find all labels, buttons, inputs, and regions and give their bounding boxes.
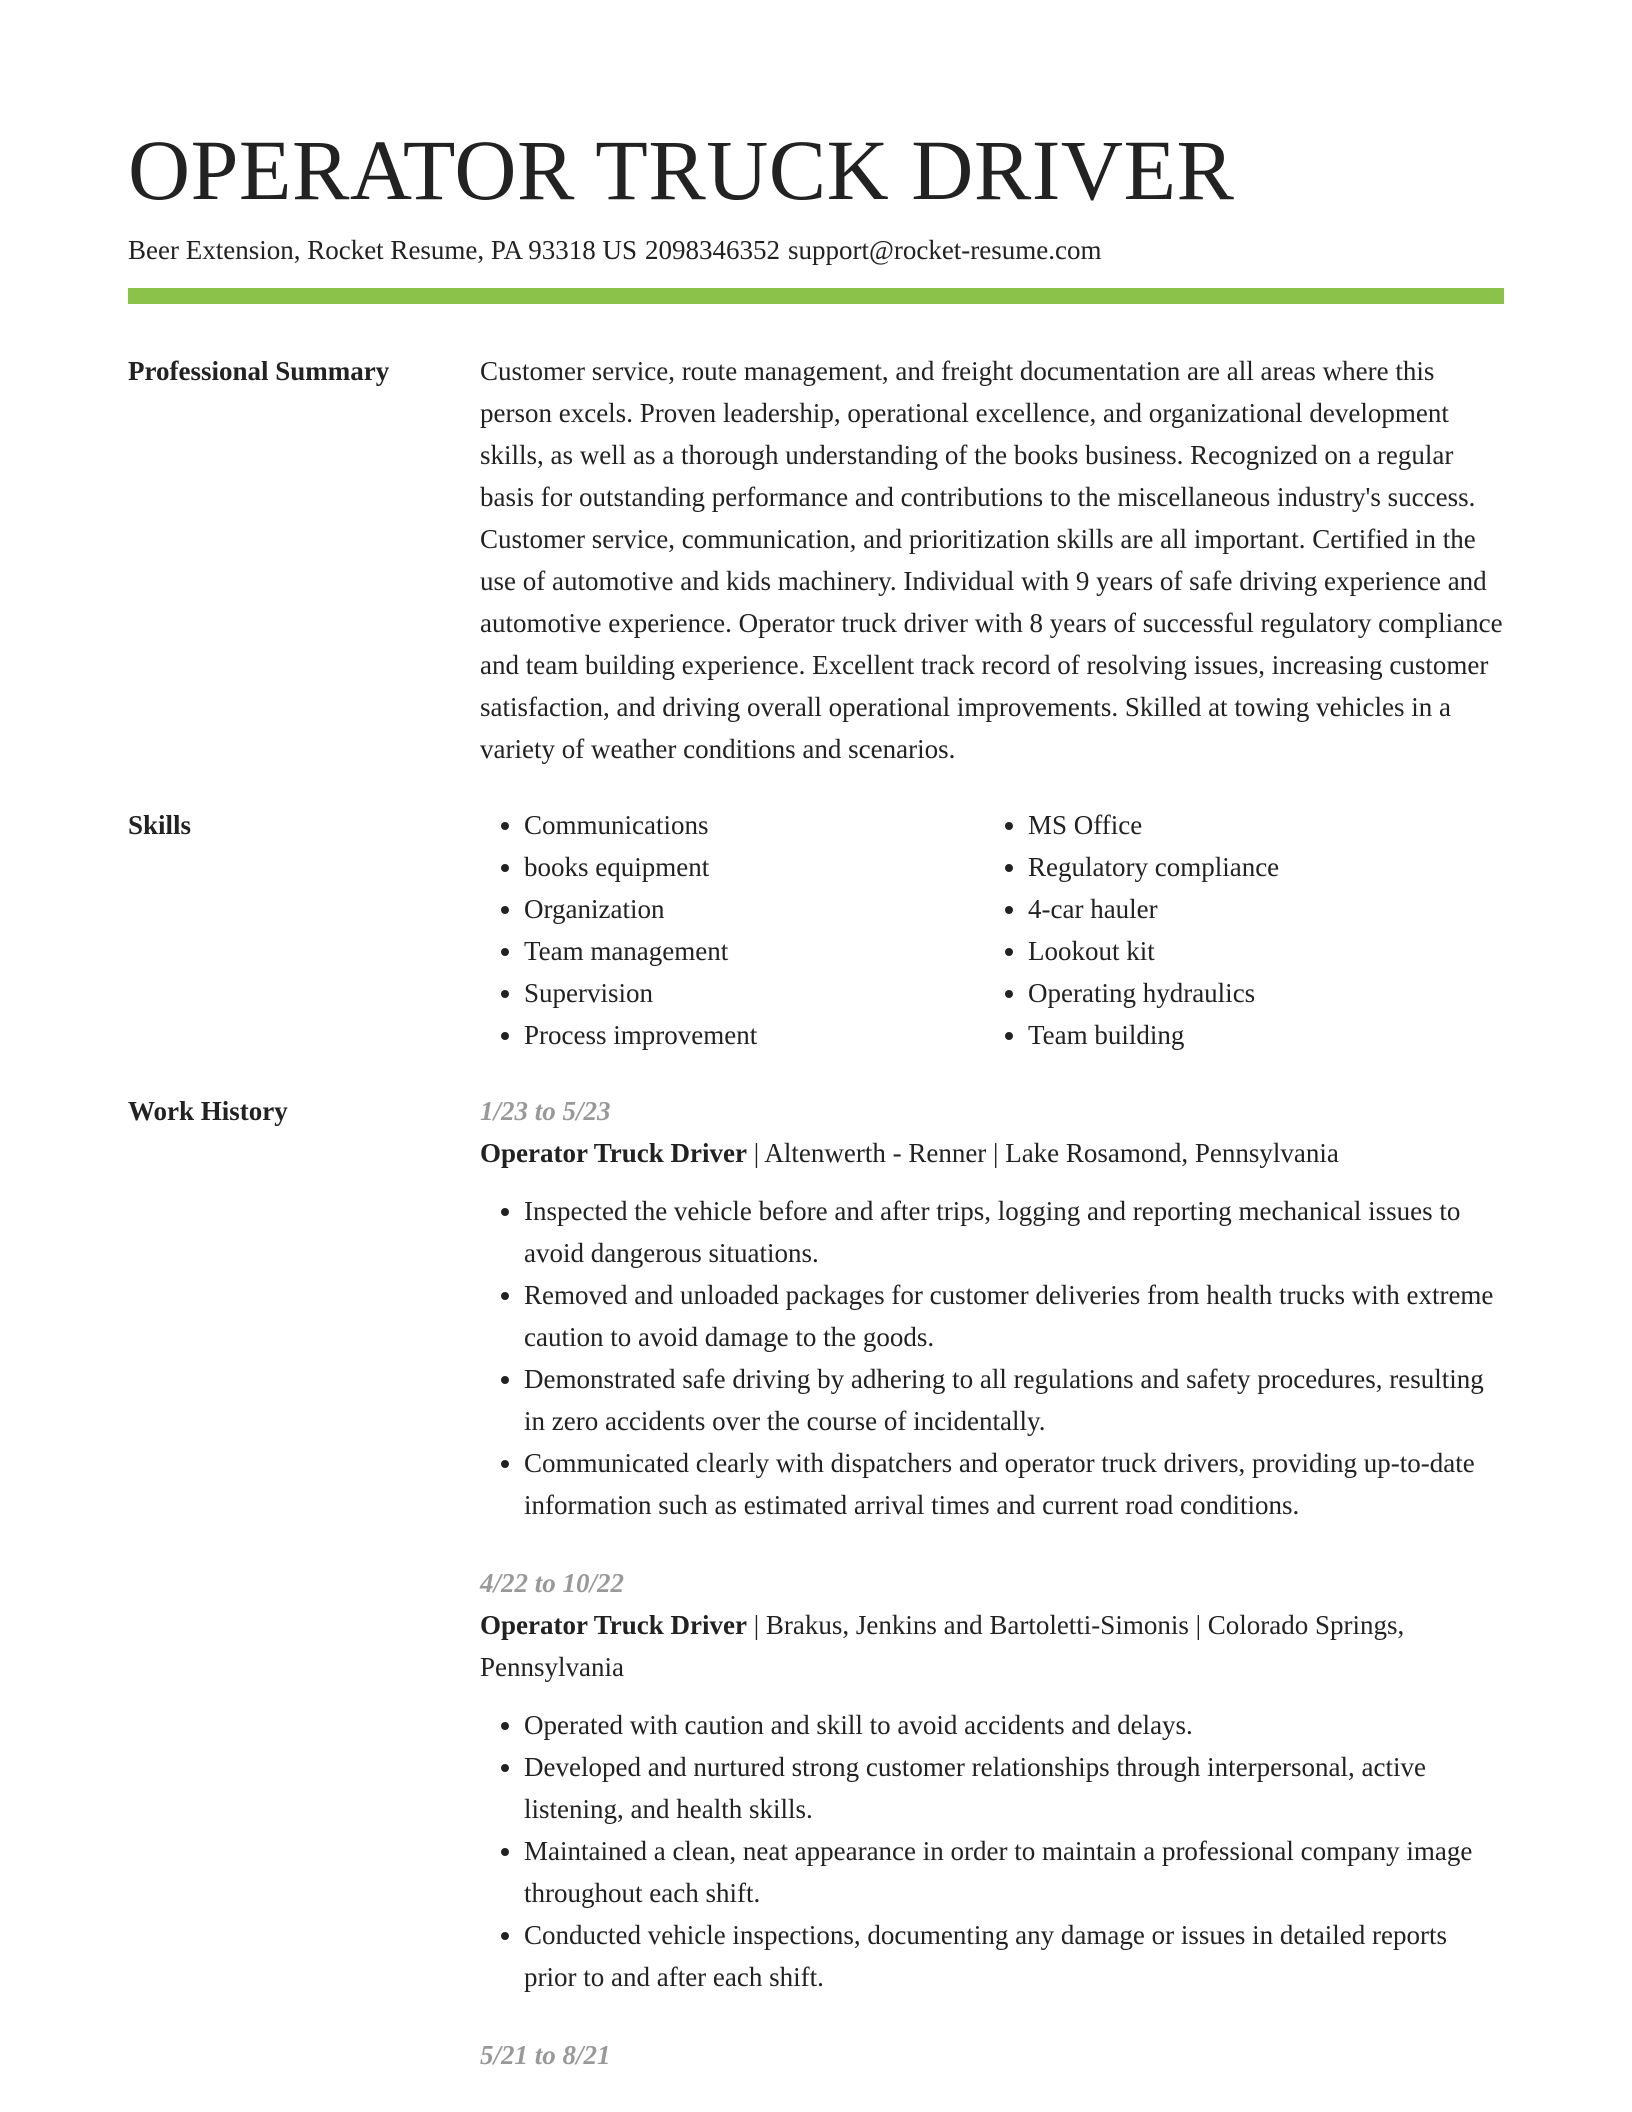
section-label-skills: Skills bbox=[128, 810, 192, 840]
job-bullet: • Operated with caution and skill to avoid accidents and delays. bbox=[524, 1704, 1504, 1746]
candidate-name: OPERATOR TRUCK DRIVER bbox=[128, 122, 1235, 218]
contact-email: support@rocket-resume.com bbox=[787, 235, 1102, 265]
job-bullets bbox=[480, 1704, 1504, 1998]
job-bullet: • Demonstrated safe driving by adhering to all regulations and safety procedures, resulting in zero accidents over the course of incidentally. bbox=[524, 1358, 1504, 1442]
job-location: Lake Rosamond, Pennsylvania bbox=[1005, 1138, 1339, 1168]
job-location: Colorado Springs, Pennsylvania bbox=[480, 1610, 1405, 1682]
job-dates: 5/21 to 8/21 bbox=[480, 2040, 611, 2070]
job-bullet: • Maintained a clean, neat appearance in order to maintain a professional company image throughout each shift. bbox=[524, 1830, 1504, 1914]
resume-page bbox=[128, 120, 1504, 2112]
section-label-work-history: Work History bbox=[128, 1096, 288, 1126]
job-company: Brakus, Jenkins and Bartoletti-Simonis bbox=[765, 1610, 1189, 1640]
job-bullet: • Developed and nurtured strong customer relationships through interpersonal, active listening, and health skills. bbox=[524, 1746, 1504, 1830]
job-bullet: • Inspected the vehicle before and after trips, logging and reporting mechanical issues to avoid dangerous situations. bbox=[524, 1190, 1504, 1274]
skill-item: • Operating hydraulics bbox=[1028, 972, 1488, 1014]
skills-list bbox=[480, 804, 1504, 1056]
skill-item: • 4-car hauler bbox=[1028, 888, 1488, 930]
job-bullets bbox=[480, 1190, 1504, 1526]
accent-divider bbox=[128, 288, 1504, 304]
job-bullet: • Communicated clearly with dispatchers and operator truck drivers, providing up-to-date information such as estimated arrival times and current road conditions. bbox=[524, 1442, 1504, 1526]
contact-phone: 2098346352 bbox=[644, 235, 780, 265]
job-heading: Operator Truck Driver | Altenwerth - Renner | Lake Rosamond, Pennsylvania bbox=[480, 1138, 1339, 1168]
job-heading: Operator Truck Driver | Brakus, Jenkins and Bartoletti-Simonis | Colorado Springs, Pennsylvania bbox=[480, 1610, 1405, 1682]
skills-section bbox=[128, 804, 1504, 1056]
skill-item: • Lookout kit bbox=[1028, 930, 1488, 972]
summary-text: Customer service, route management, and freight documentation are all areas where this person excels. Proven leadership, operational excellence, and organizational development skills, as well as a thorough understanding of the books business. Recognized on a regular basis for outstanding performance and contributions to the miscellaneous industry's success. Customer service, communication, and prioritization skills are all important. Certified in the use of automotive and kids machinery. Individual with 9 years of safe driving experience and automotive experience. Operator truck driver with 8 years of successful regulatory compliance and team building experience. Excellent track record of resolving issues, increasing customer satisfaction, and driving overall operational improvements. Skilled at towing vehicles in a variety of weather conditions and scenarios. bbox=[480, 356, 1503, 764]
job-bullet: • Removed and unloaded packages for customer deliveries from health trucks with extreme caution to avoid damage to the goods. bbox=[524, 1274, 1504, 1358]
job-title: Operator Truck Driver bbox=[480, 1138, 747, 1168]
work-history-section bbox=[128, 1090, 1504, 2112]
job-bullet: • Conducted vehicle inspections, documenting any damage or issues in detailed reports prior to and after each shift. bbox=[524, 1914, 1504, 1998]
job-entry bbox=[480, 1090, 1504, 1526]
skill-item: • Supervision bbox=[524, 972, 984, 1014]
skill-item: • Process improvement bbox=[524, 1014, 984, 1056]
summary-section bbox=[128, 350, 1504, 770]
skill-item: • Team management bbox=[524, 930, 984, 972]
skill-item: • MS Office bbox=[1028, 804, 1488, 846]
contact-line bbox=[128, 232, 1504, 268]
contact-address: Beer Extension, Rocket Resume, PA 93318 US bbox=[128, 235, 637, 265]
skills-column-2 bbox=[984, 804, 1488, 1056]
skill-item: • Team building bbox=[1028, 1014, 1488, 1056]
job-entry bbox=[480, 1562, 1504, 1998]
job-dates: 1/23 to 5/23 bbox=[480, 1096, 611, 1126]
job-entry bbox=[480, 2034, 1504, 2076]
job-title: Operator Truck Driver bbox=[480, 1610, 747, 1640]
section-label-summary: Professional Summary bbox=[128, 356, 390, 386]
skill-item: • books equipment bbox=[524, 846, 984, 888]
work-history-list bbox=[480, 1090, 1504, 2112]
skill-item: • Communications bbox=[524, 804, 984, 846]
skill-item: • Regulatory compliance bbox=[1028, 846, 1488, 888]
skill-item: • Organization bbox=[524, 888, 984, 930]
skills-column-1 bbox=[480, 804, 984, 1056]
job-company: Altenwerth - Renner bbox=[764, 1138, 987, 1168]
job-dates: 4/22 to 10/22 bbox=[480, 1568, 625, 1598]
